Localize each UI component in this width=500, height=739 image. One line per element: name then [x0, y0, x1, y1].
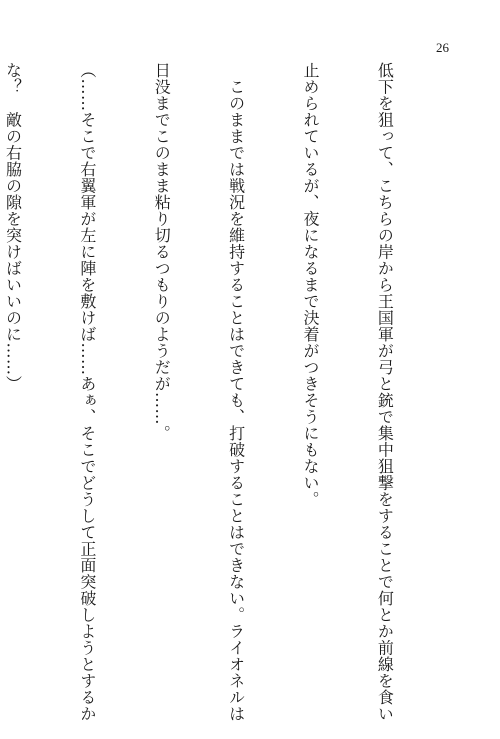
text-line: 低下を狙って、こちらの岸から王国軍が弓と銃で集中狙撃をすることで何とか前線を食い — [375, 62, 395, 722]
text-line: このままでは戦況を維持することはできても、打破することはできない。ライオネルは — [226, 62, 246, 722]
vertical-text-body — [0, 62, 446, 722]
text-line: な？ 敵の右脇の隙を突けばいいのに……） — [3, 62, 23, 392]
page-number: 26 — [436, 40, 449, 55]
text-line: （……そこで右翼軍が左に陣を敷けば……あぁ、そこでどうして正面突破しようとするか — [77, 62, 97, 722]
text-line: 止められているが、夜になるまで決着がつきそうにもない。 — [301, 62, 321, 508]
text-line: 日没までこのまま粘り切るつもりのようだが……。 — [152, 62, 172, 442]
